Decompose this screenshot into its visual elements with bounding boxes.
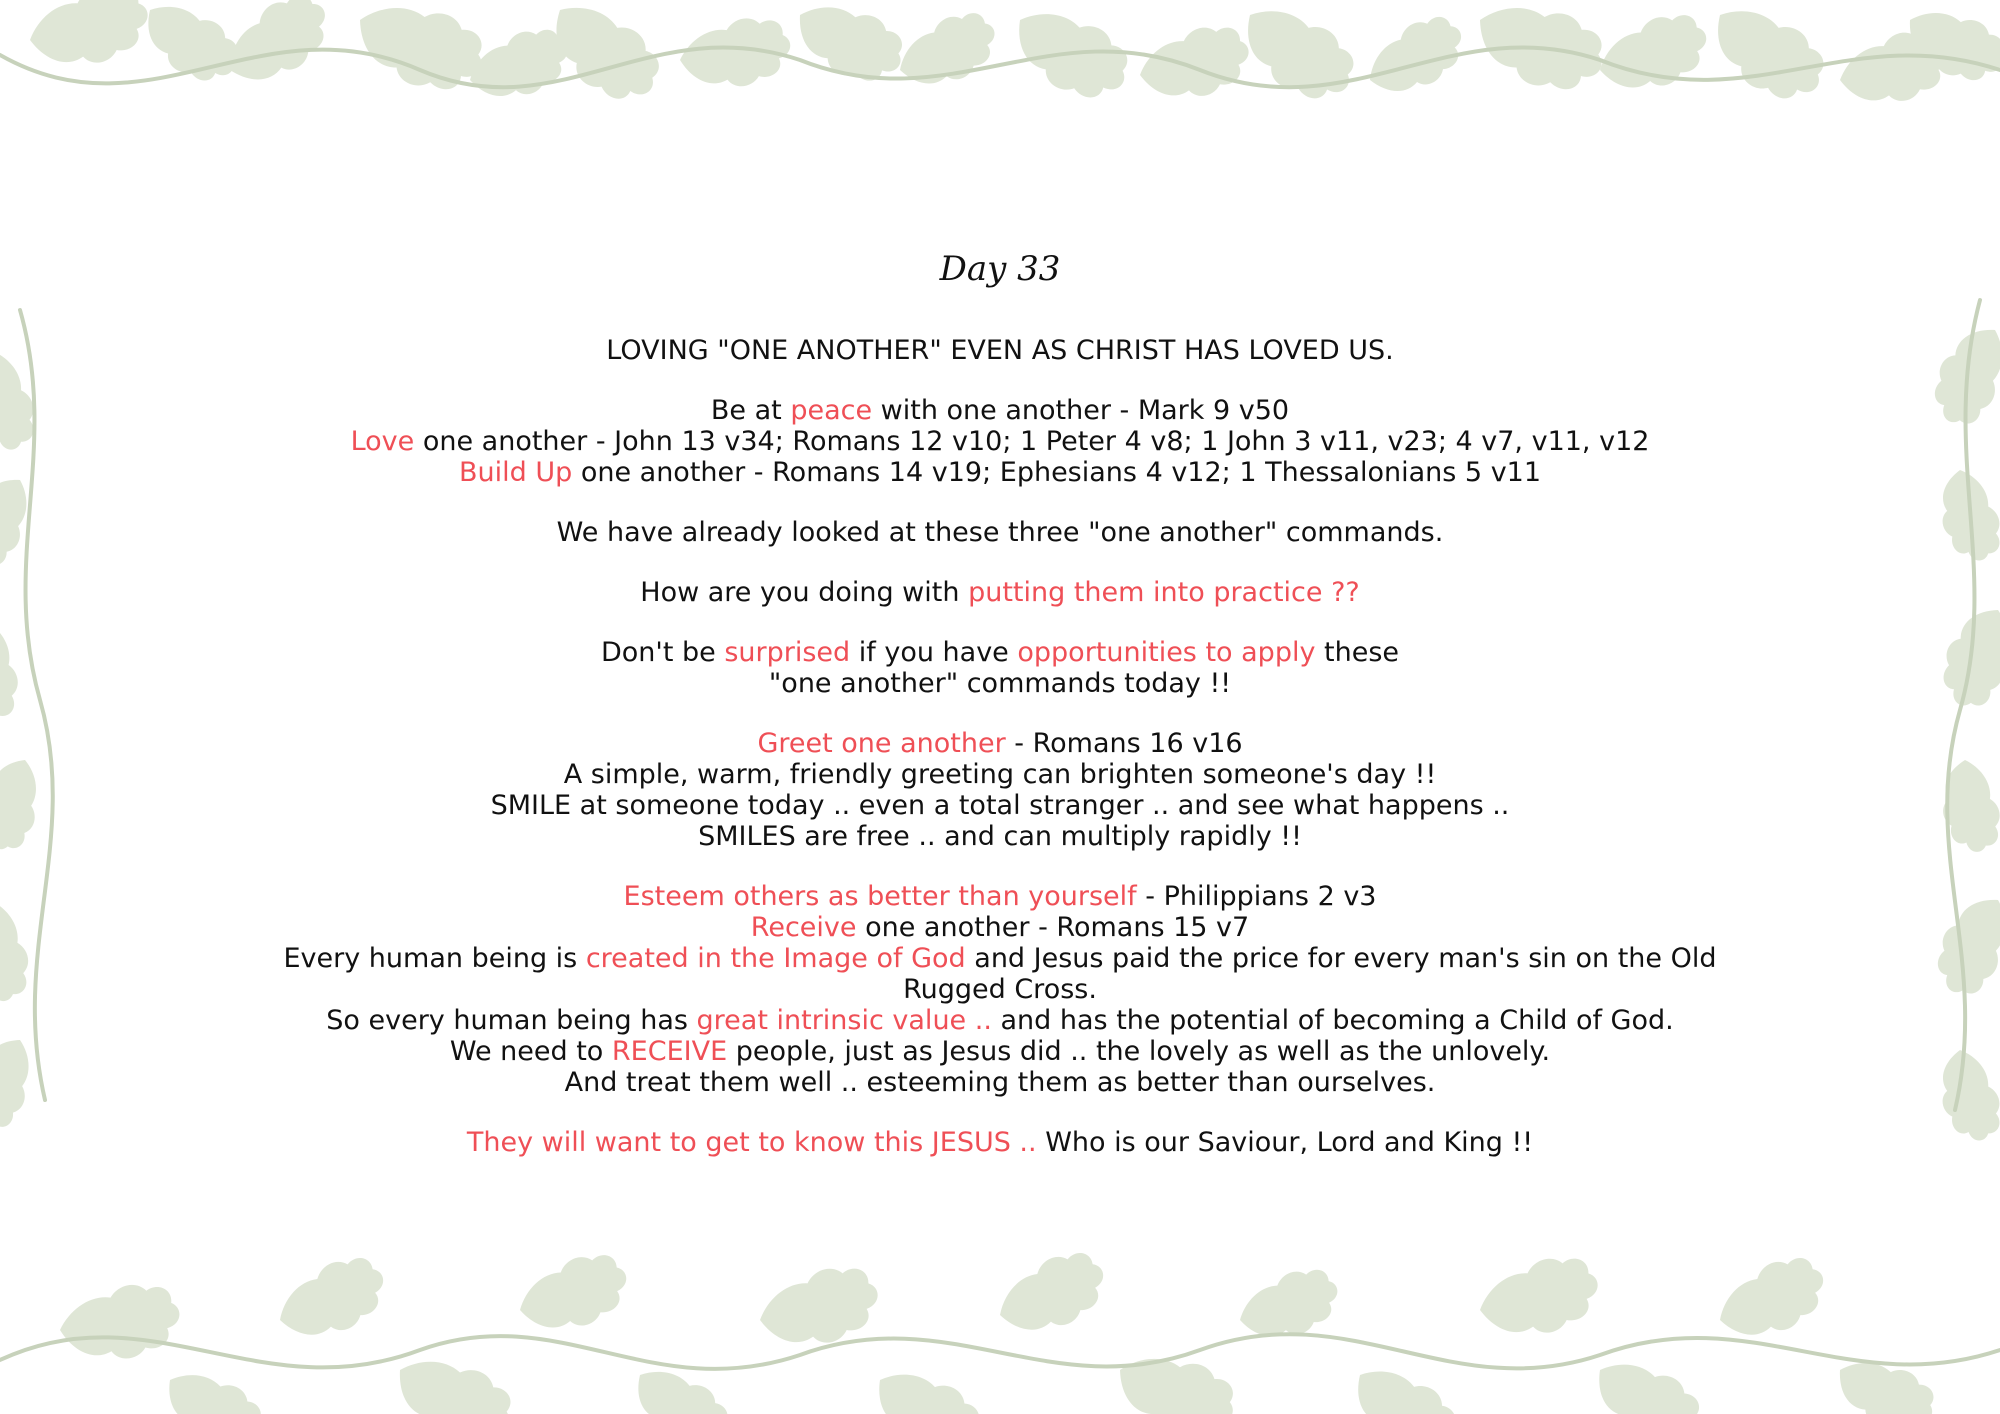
highlight-intrinsic-value: great intrinsic value ..: [696, 1005, 992, 1036]
smile-line: SMILE at someone today .. even a total stranger .. and see what happens ..: [490, 790, 1510, 821]
already-looked-line: We have already looked at these three "one another" commands.: [556, 517, 1444, 548]
treat-well-line: And treat them well .. esteeming them as better than ourselves.: [564, 1067, 1436, 1098]
highlight-image-of-god: created in the Image of God: [585, 943, 966, 974]
highlight-jesus: They will want to get to know this JESUS ..: [466, 1127, 1046, 1158]
build-up-line: Build Up one another - Romans 14 v19; Ephesians 4 v12; 1 Thessalonians 5 v11: [458, 457, 1542, 488]
smiles-free-line: SMILES are free .. and can multiply rapidly !!: [698, 821, 1302, 852]
peace-line: Be at peace with one another - Mark 9 v50: [710, 395, 1290, 426]
rugged-cross-line: Rugged Cross.: [903, 974, 1097, 1005]
heading: LOVING "ONE ANOTHER" EVEN AS CHRIST HAS LOVED US.: [606, 335, 1394, 366]
highlight-practice: putting them into practice ??: [968, 577, 1360, 608]
greeting-line: A simple, warm, friendly greeting can brighten someone's day !!: [563, 759, 1437, 790]
day-title: Day 33: [939, 249, 1061, 289]
highlight-love: Love: [350, 426, 415, 457]
highlight-peace: peace: [790, 395, 873, 426]
devotional-body: [190, 335, 1810, 1158]
highlight-opportunities: opportunities to apply: [1017, 637, 1316, 668]
image-of-god-line: Every human being is created in the Image of God and Jesus paid the price for every man's sin on the Old: [283, 943, 1717, 974]
receive-line: Receive one another - Romans 15 v7: [750, 912, 1250, 943]
greet-line: Greet one another - Romans 16 v16: [757, 728, 1243, 759]
highlight-esteem: Esteem others as better than yourself: [623, 881, 1137, 912]
highlight-receive-caps: RECEIVE: [611, 1036, 728, 1067]
love-line: Love one another - John 13 v34; Romans 12 v10; 1 Peter 4 v8; 1 John 3 v11, v23; 4 v7, v11, v12: [350, 426, 1650, 457]
intrinsic-value-line: So every human being has great intrinsic value .. and has the potential of becoming a Child of God.: [326, 1005, 1674, 1036]
highlight-surprised: surprised: [724, 637, 851, 668]
how-doing-line: How are you doing with putting them into practice ??: [640, 577, 1360, 608]
closing-line: They will want to get to know this JESUS .. Who is our Saviour, Lord and King !!: [466, 1127, 1534, 1158]
esteem-line: Esteem others as better than yourself - Philippians 2 v3: [623, 881, 1377, 912]
surprised-line: Don't be surprised if you have opportunities to apply these: [600, 637, 1400, 668]
commands-today-line: "one another" commands today !!: [768, 668, 1232, 699]
highlight-receive: Receive: [750, 912, 857, 943]
receive-people-line: We need to RECEIVE people, just as Jesus did .. the lovely as well as the unlovely.: [449, 1036, 1551, 1067]
highlight-build-up: Build Up: [458, 457, 573, 488]
highlight-greet: Greet one another: [757, 728, 1006, 759]
